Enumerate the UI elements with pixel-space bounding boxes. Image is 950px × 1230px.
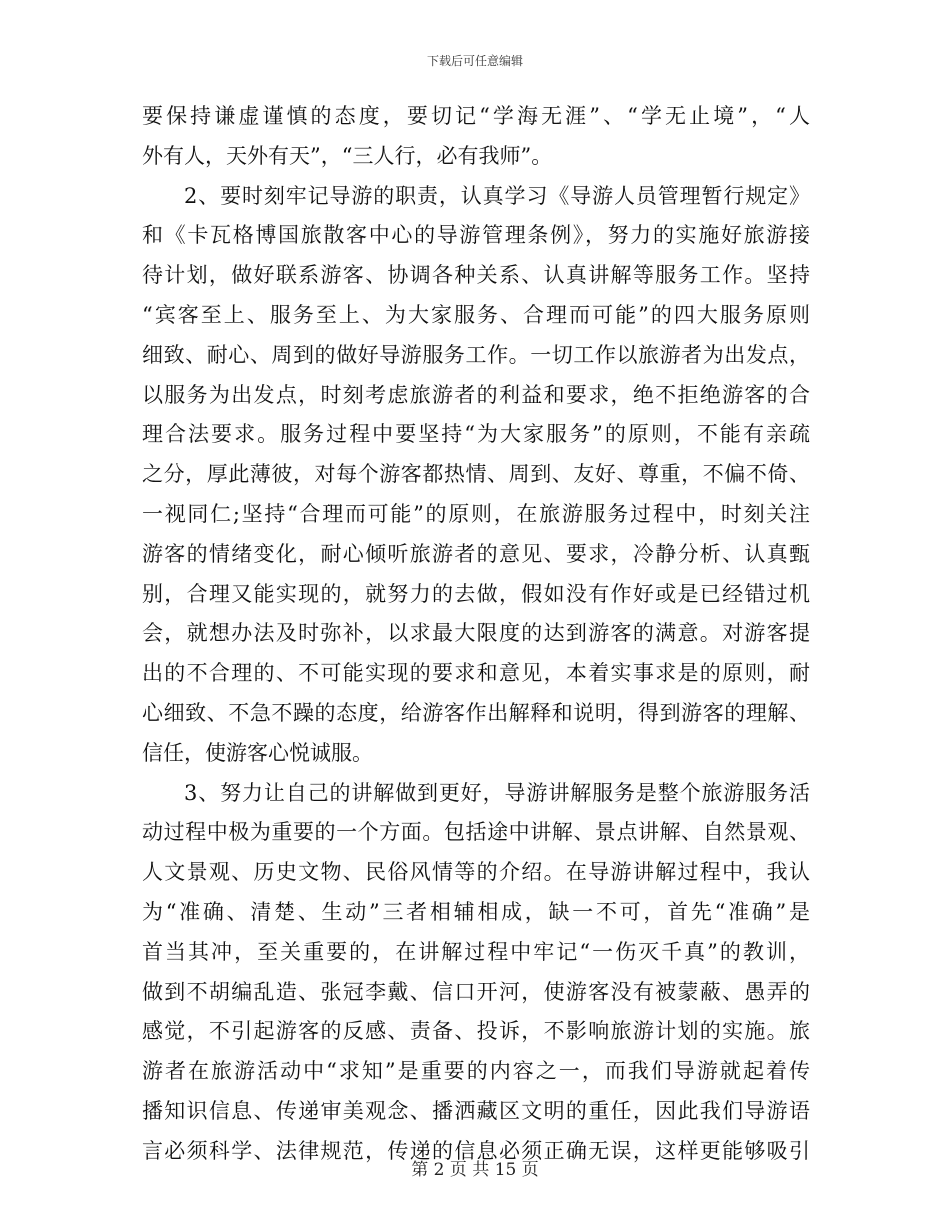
body-line: 以服务为出发点，时刻考虑旅游者的利益和要求，绝不拒绝游客的合 bbox=[142, 382, 810, 407]
body-line: 和《卡瓦格博国旅散客中心的导游管理条例》，努力的实施好旅游接 bbox=[142, 223, 810, 248]
body-line: 出的不合理的、不可能实现的要求和意见，本着实事求是的原则，耐 bbox=[142, 661, 810, 686]
document-body bbox=[142, 97, 810, 1172]
body-line: 人文景观、历史文物、民俗风情等的介绍。在导游讲解过程中，我认 bbox=[142, 860, 810, 885]
page-header-note: 下载后可任意编辑 bbox=[426, 54, 523, 68]
body-line: 心细致、不急不躁的态度，给游客作出解释和说明，得到游客的理解、 bbox=[142, 700, 810, 725]
body-line: 游客的情绪变化，耐心倾听旅游者的意见、要求，冷静分析、认真甄 bbox=[142, 541, 810, 566]
paragraph-start-line: 3、努力让自己的讲解做到更好，导游讲解服务是整个旅游服务活 bbox=[184, 780, 810, 805]
body-line: 动过程中极为重要的一个方面。包括途中讲解、景点讲解、自然景观、 bbox=[142, 820, 810, 845]
body-line: 一视同仁;坚持“合理而可能”的原则，在旅游服务过程中，时刻关注 bbox=[142, 501, 810, 526]
body-line: 细致、耐心、周到的做好导游服务工作。一切工作以旅游者为出发点， bbox=[142, 342, 810, 367]
body-line: 播知识信息、传递审美观念、播洒藏区文明的重任，因此我们导游语 bbox=[142, 1098, 810, 1123]
body-line: 待计划，做好联系游客、协调各种关系、认真讲解等服务工作。坚持 bbox=[142, 263, 810, 288]
body-line: 别，合理又能实现的，就努力的去做，假如没有作好或是已经错过机 bbox=[142, 581, 810, 606]
paragraph-start-line: 2、要时刻牢记导游的职责，认真学习《导游人员管理暂行规定》 bbox=[184, 183, 810, 208]
page-number-footer: 第 2 页 共 15 页 bbox=[411, 1160, 539, 1180]
body-line: 理合法要求。服务过程中要坚持“为大家服务”的原则，不能有亲疏 bbox=[142, 422, 810, 447]
body-line: 为“准确、清楚、生动”三者相辅相成，缺一不可，首先“准确”是 bbox=[142, 899, 810, 924]
body-line: “宾客至上、服务至上、为大家服务、合理而可能”的四大服务原则 bbox=[142, 302, 810, 327]
body-line: 言必须科学、法律规范，传递的信息必须正确无误，这样更能够吸引 bbox=[142, 1138, 810, 1163]
body-line: 信任，使游客心悦诚服。 bbox=[142, 740, 373, 765]
body-line: 感觉，不引起游客的反感、责备、投诉，不影响旅游计划的实施。旅 bbox=[142, 1019, 810, 1044]
body-line: 外有人，天外有天”，“三人行，必有我师”。 bbox=[142, 143, 553, 168]
body-line: 首当其冲，至关重要的，在讲解过程中牢记“一伤灭千真”的教训， bbox=[142, 939, 810, 964]
body-line: 游者在旅游活动中“求知”是重要的内容之一，而我们导游就起着传 bbox=[142, 1059, 810, 1084]
body-line: 做到不胡编乱造、张冠李戴、信口开河，使游客没有被蒙蔽、愚弄的 bbox=[142, 979, 810, 1004]
body-line: 要保持谦虚谨慎的态度，要切记“学海无涯”、“学无止境”，“人 bbox=[142, 104, 810, 128]
body-line: 之分，厚此薄彼，对每个游客都热情、周到、友好、尊重，不偏不倚、 bbox=[142, 462, 810, 487]
body-line: 会，就想办法及时弥补，以求最大限度的达到游客的满意。对游客提 bbox=[142, 621, 810, 646]
